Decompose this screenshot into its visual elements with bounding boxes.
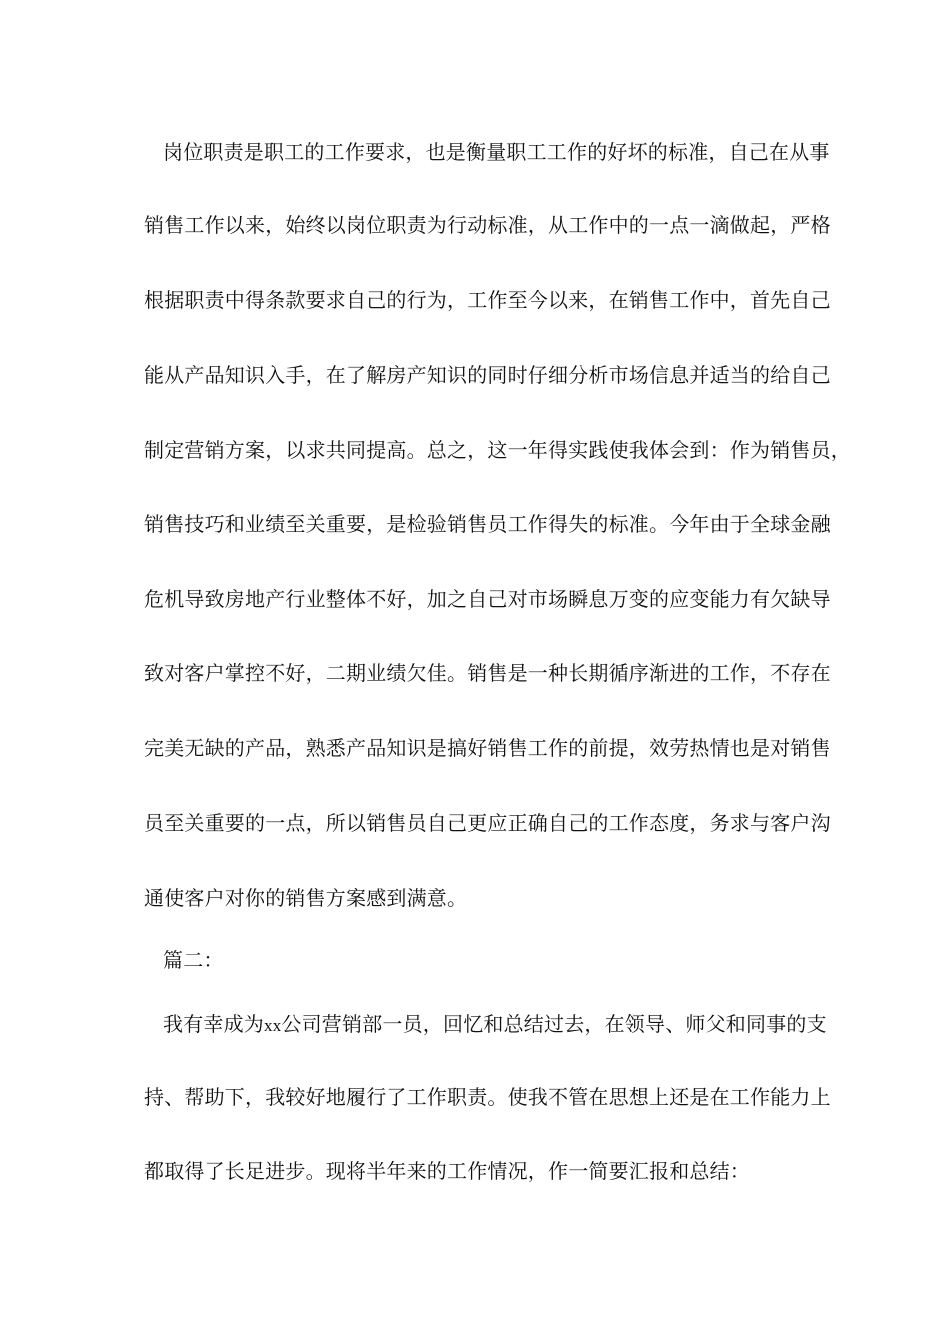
paragraph-2-line-1	[163, 1010, 843, 1040]
paragraph-2-line-3: 都取得了长足进步。现将半年来的工作情况，作一简要汇报和总结：	[144, 1159, 750, 1183]
paragraph-2-line-1-after: 公司营销部一员，回忆和总结过去，在领导、师父和同事的支	[281, 1012, 827, 1036]
paragraph-2-line-1-before: 我有幸成为	[163, 1012, 264, 1036]
paragraph-2-line-2: 持、帮助下，我较好地履行了工作职责。使我不管在思想上还是在工作能力上	[144, 1085, 831, 1109]
paragraph-1-line-10: 员至关重要的一点，所以销售员自己更应正确自己的工作态度，务求与客户沟	[144, 811, 831, 835]
paragraph-1-line-9: 完美无缺的产品，熟悉产品知识是搞好销售工作的前提，效劳热情也是对销售	[144, 736, 831, 760]
company-placeholder: xx	[264, 1016, 282, 1035]
paragraph-1-line-7: 危机导致房地产行业整体不好，加之自己对市场瞬息万变的应变能力有欠缺导	[144, 587, 831, 611]
paragraph-1-line-1: 岗位职责是职工的工作要求，也是衡量职工工作的好坏的标准，自己在从事	[163, 140, 830, 164]
paragraph-1-line-6: 销售技巧和业绩至关重要，是检验销售员工作得失的标准。今年由于全球金融	[144, 512, 831, 536]
paragraph-1-line-4: 能从产品知识入手，在了解房产知识的同时仔细分析市场信息并适当的给自己	[144, 363, 831, 387]
section-heading: 篇二：	[163, 948, 224, 972]
paragraph-1-line-2: 销售工作以来，始终以岗位职责为行动标准，从工作中的一点一滴做起，严格	[144, 213, 831, 237]
paragraph-1-line-11: 通使客户对你的销售方案感到满意。	[144, 886, 468, 910]
paragraph-1-line-8: 致对客户掌控不好，二期业绩欠佳。销售是一种长期循序渐进的工作，不存在	[144, 661, 831, 685]
paragraph-1-line-3: 根据职责中得条款要求自己的行为，工作至今以来，在销售工作中，首先自己	[144, 288, 831, 312]
paragraph-1-line-5: 制定营销方案，以求共同提高。总之，这一年得实践使我体会到：作为销售员，	[144, 438, 851, 462]
